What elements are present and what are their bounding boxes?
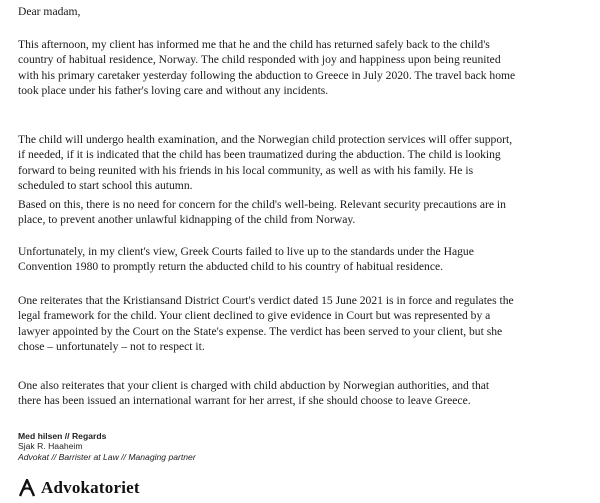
firm-brand [18, 478, 140, 498]
letter-paragraph: One reiterates that the Kristiansand District Court's verdict dated 15 June 2021 is in force and regulates the legal framework for the child. Your client declined to give evidence in Court but was represented by a lawyer appointed by the Court on the State's expense. The verdict has been served to your client, but she chose – unfortunately – not to respect it. [18, 294, 514, 354]
firm-name: Advokatoriet [41, 478, 140, 497]
salutation: Dear madam, [18, 5, 81, 18]
signature-block [18, 431, 196, 462]
signatory-name: Sjak R. Haaheim [18, 441, 83, 452]
stylized-a-logo-icon [18, 479, 36, 497]
letter-paragraph: The child will undergo health examination, and the Norwegian child protection services will offer support, if needed, if it is indicated that the child has been traumatized during the abduction. The child is looking forward to being reunited with his friends in his local community, as well as with his family. He is scheduled to start school this autumn. [18, 133, 513, 193]
letter-paragraph: One also reiterates that your client is charged with child abduction by Norwegian authorities, and that there has been issued an international warrant for her arrest, if she should choose to leave Greece. [18, 379, 490, 408]
signatory-title: Advokat // Barrister at Law // Managing partner [18, 451, 196, 462]
letter-paragraph: Unfortunately, in my client's view, Greek Courts failed to live up to the standards under the Hague Convention 1980 to promptly return the abducted child to his country of habitual residence. [18, 245, 474, 274]
closing-regards: Med hilsen // Regards [18, 431, 107, 441]
letter-paragraph: This afternoon, my client has informed me that he and the child has returned safely back to the child's country of habitual residence, Norway. The child responded with joy and happiness upon being reunited with his primary caretaker yesterday following the abduction to Greece in July 2020. The travel back home took place under his father's loving care and without any incidents. [18, 38, 516, 98]
letter-paragraph: Based on this, there is no need for concern for the child's well-being. Relevant security precautions are in place, to prevent another unlawful kidnapping of the child from Norway. [18, 198, 506, 227]
